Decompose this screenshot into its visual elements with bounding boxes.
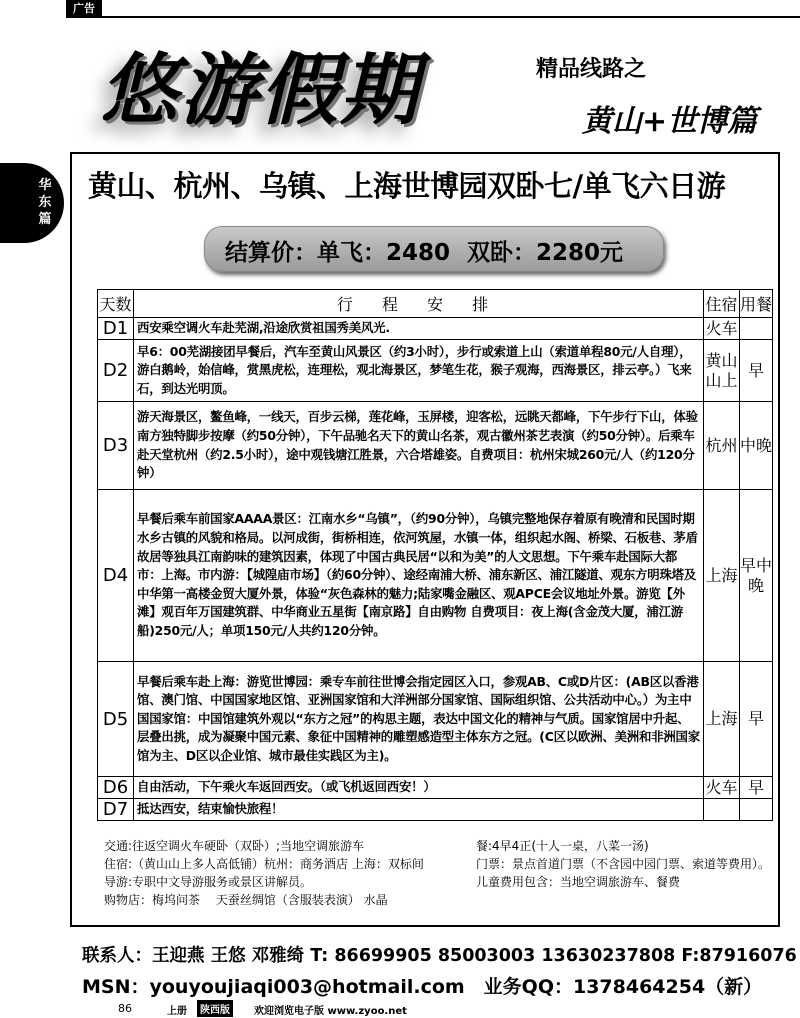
row-stay: 杭州 bbox=[704, 402, 740, 490]
itinerary-table bbox=[97, 289, 773, 821]
row-text: 游天海景区，鳌鱼峰，一线天，百步云梯，莲花峰，玉屏楼，迎客松，远眺天都峰，下午步行下山，体验南方独特脚步按摩（约50分钟），下午品驰名天下的黄山名茶，观古徽州茶艺表演（约50分钟）。后乘车赴天堂杭州（约2.5小时），途中观钱塘江胜景，六合塔雄姿。自费项目：杭州宋城260元/人（约120分钟） bbox=[134, 402, 704, 490]
row-stay: 火车 bbox=[705, 777, 738, 797]
ad-tag: 广告 bbox=[66, 0, 102, 17]
tour-title: 黄山、杭州、乌镇、上海世博园双卧七/单飞六日游 bbox=[88, 169, 726, 203]
row-meal: 早 bbox=[740, 662, 773, 777]
page-number: 86 bbox=[118, 1002, 132, 1015]
row-stay bbox=[704, 799, 740, 821]
table-row bbox=[98, 490, 773, 662]
header-day: 天数 bbox=[98, 290, 134, 318]
table-row bbox=[98, 662, 773, 777]
row-day: D4 bbox=[98, 490, 134, 662]
row-meal bbox=[740, 318, 773, 340]
row-text: 早6：00芜湖接团早餐后，汽车至黄山风景区（约3小时），步行或索道上山（索道单程80元/人自理），游白鹅岭，始信峰，赏黑虎松，连理松，观北海景区，梦笔生花，猴子观海，西海景区，排云亭。）飞来石，到达光明顶。 bbox=[134, 340, 704, 402]
row-meal: 早 bbox=[740, 777, 773, 799]
row-stay: 上海 bbox=[704, 662, 740, 777]
contact-line: 联系人：王迎燕 王悠 邓雅绮 T: 86699905 85003003 13630237808 F:87916076 bbox=[82, 946, 797, 966]
row-text: 抵达西安，结束愉快旅程！ bbox=[134, 799, 704, 821]
row-day: D2 bbox=[98, 340, 134, 402]
price-single: 结算价：单飞：2480 bbox=[225, 240, 451, 266]
table-header bbox=[98, 290, 773, 318]
table-row bbox=[98, 340, 773, 402]
service-transport: 交通:往返空调火车硬卧（双卧）;当地空调旅游车 bbox=[104, 839, 365, 853]
top-rule bbox=[66, 16, 800, 18]
row-text: 早餐后乘车赴上海：游览世博园：乘专车前往世博会指定园区入口，参观AB、C或D片区：(AB区以香港馆、澳门馆、中国国家地区馆、亚洲国家馆和大洋洲部分国家馆、国际组织馆、公共活动中心。）为主中国国家馆：中国馆建筑外观以“东方之冠”的构思主题，表达中国文化的精神与气质。国家馆居中升起、层叠出挑，成为凝聚中国元素、象征中国精神的雕塑感造型主体东方之冠。(C区以欧洲、美洲和非洲国家馆为主、D区以企业馆、城市最佳实践区为主)。 bbox=[134, 662, 704, 777]
website-link[interactable]: 欢迎浏览电子版 www.zyoo.net bbox=[254, 1006, 407, 1017]
page-footer bbox=[0, 998, 800, 1018]
table-row bbox=[98, 799, 773, 821]
region-tab bbox=[0, 163, 64, 243]
row-meal: 早 bbox=[740, 340, 773, 402]
service-child: 儿童费用包含：当地空调旅游车、餐费 bbox=[476, 875, 681, 889]
row-day: D6 bbox=[98, 777, 134, 799]
row-stay: 上海 bbox=[704, 490, 740, 662]
row-meal: 早中晚 bbox=[740, 490, 773, 662]
row-text: 早餐后乘车前国家AAAA景区：江南水乡“乌镇”，（约90分钟），乌镇完整地保存着原有晚清和民国时期水乡古镇的风貌和格局。以河成街，街桥相连，依河筑屋，水镇一体，组织起水阁、桥梁、石板巷、茅盾故居等独具江南韵味的建筑因素，体现了中国古典民居“以和为美”的人文思想。下午乘车赴国际大都市：上海。市内游：【城隍庙市场】（約60分钟）、途经南浦大桥、浦东新区、浦江隧道、观东方明珠塔及中华第一高楼金贸大厦外景，体验“灰色森林的魅力;陆家嘴金融区、观APCE会议地址外景。游览【外滩】观百年万国建筑群、中华商业五星街【南京路】自由购物 自费项目：夜上海(含金茂大厦，浦江游船)250元/人；单项150元/人共约120分钟。 bbox=[134, 490, 704, 662]
service-tickets: 门票：景点首道门票（不含园中园门票、索道等费用）。 bbox=[476, 857, 771, 871]
region-tab-label: 华东篇 bbox=[38, 178, 52, 227]
edition-badge: 陕西版 bbox=[197, 1000, 233, 1017]
row-text: 西安乘空调火车赴芜湖,沿途欣赏祖国秀美风光. bbox=[134, 318, 704, 340]
row-stay: 火车 bbox=[705, 318, 738, 338]
volume-label: 上册 bbox=[167, 1006, 187, 1017]
header-plan: 行 程 安 排 bbox=[134, 290, 704, 318]
row-meal: 中晚 bbox=[740, 402, 773, 490]
row-meal bbox=[740, 799, 773, 821]
service-hotel: 住宿:（黄山山上多人高低铺）杭州：商务酒店 上海：双标间 bbox=[104, 857, 424, 871]
row-day: D3 bbox=[98, 402, 134, 490]
row-text: 自由活动，下午乘火车返回西安。（或飞机返回西安！） bbox=[134, 777, 704, 799]
service-guide: 导游:专职中文导游服务或景区讲解员。 bbox=[104, 875, 313, 889]
row-day: D1 bbox=[98, 318, 134, 340]
price-bar bbox=[204, 226, 664, 272]
table-row bbox=[98, 402, 773, 490]
service-meals: 餐:4早4正(十人一桌，八菜一汤) bbox=[476, 839, 649, 853]
series-name: 黄山+世博篇 bbox=[582, 104, 758, 139]
header-meal: 用餐 bbox=[740, 290, 773, 318]
table-row bbox=[98, 777, 773, 799]
series-label: 精品线路之 bbox=[536, 57, 647, 82]
header-stay: 住宿 bbox=[704, 290, 740, 318]
msn-qq-line: MSN：youyoujiaqi003@hotmail.com 业务QQ：1378464254（新） bbox=[82, 976, 763, 998]
row-day: D7 bbox=[98, 799, 134, 821]
brand-logo: 悠游假期 bbox=[100, 45, 421, 136]
price-double: 双卧：2280元 bbox=[467, 240, 624, 266]
row-stay: 黄山山上 bbox=[704, 340, 740, 402]
table-row bbox=[98, 318, 773, 340]
service-shops: 购物店：梅坞问茶 天蚕丝绸馆（含服装表演） 水晶 bbox=[104, 893, 388, 907]
row-day: D5 bbox=[98, 662, 134, 777]
